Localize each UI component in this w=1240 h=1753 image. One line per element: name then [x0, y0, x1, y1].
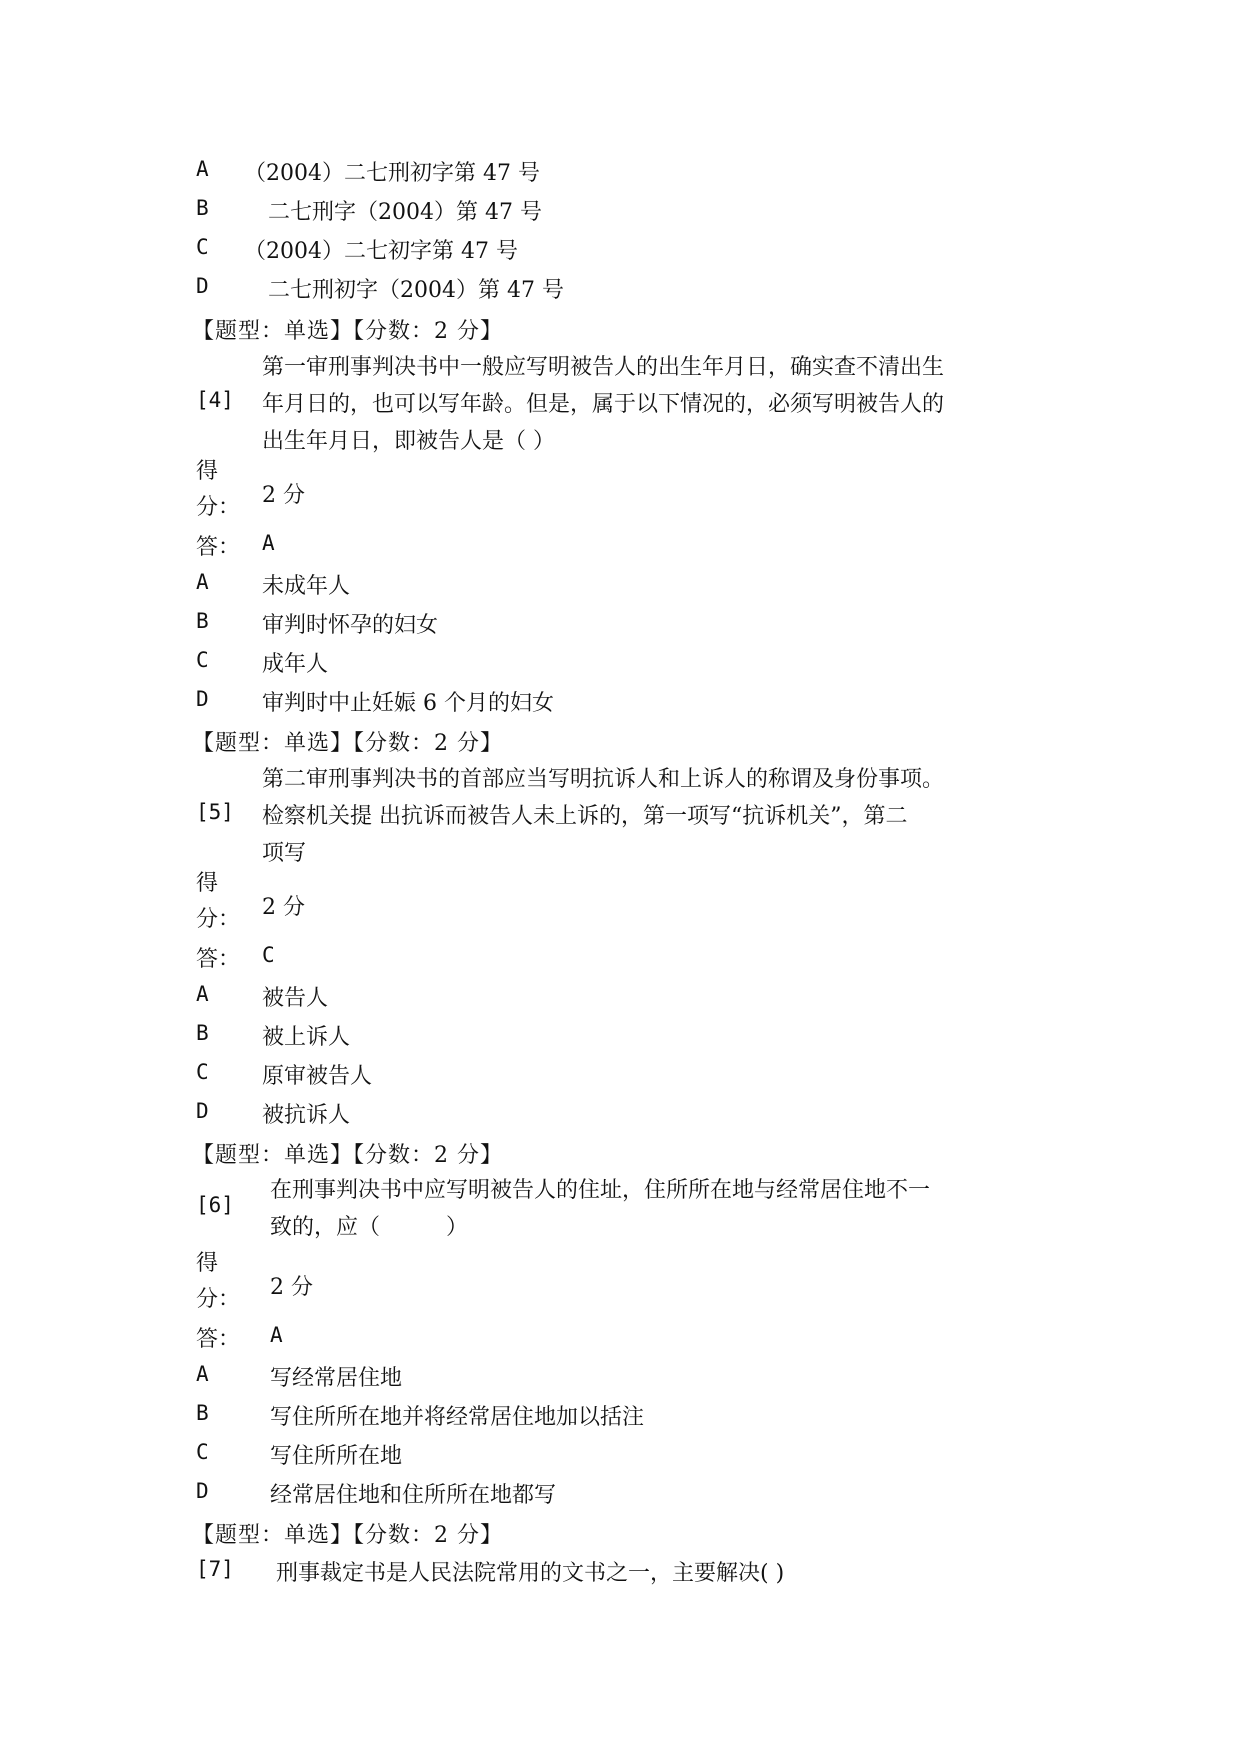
option-text: 未成年人	[262, 574, 351, 599]
option-text: 审判时中止妊娠 6 个月的妇女	[262, 691, 554, 716]
score-label: 得 分：	[196, 871, 241, 932]
option-letter: C	[196, 648, 209, 672]
question-line: 出生年月日，即被告人是（ ）	[262, 429, 555, 454]
question-meta: 【题型：单选】【分数：2 分】	[192, 319, 503, 344]
question-meta: 【题型：单选】【分数：2 分】	[192, 1143, 503, 1168]
option-text: （2004）二七初字第 47 号	[244, 239, 518, 264]
question-line: 检察机关提 出抗诉而被告人未上诉的，第一项写“抗诉机关”，第二	[262, 804, 908, 829]
option-letter: B	[196, 1021, 209, 1045]
question-line: 年月日的，也可以写年龄。但是，属于以下情况的，必须写明被告人的	[262, 392, 945, 417]
answer-value: A	[270, 1323, 283, 1347]
answer-value: A	[262, 531, 275, 555]
option-letter: A	[196, 570, 209, 594]
question-line: 第二审刑事判决书的首部应当写明抗诉人和上诉人的称谓及身份事项。	[262, 767, 945, 792]
answer-value: C	[262, 943, 275, 967]
option-text: 被上诉人	[262, 1025, 351, 1050]
question-number: [7]	[196, 1557, 234, 1581]
question-text	[262, 761, 1042, 872]
score-value: 2 分	[262, 895, 305, 920]
question-line: 项写	[262, 841, 307, 866]
option-letter: C	[196, 1060, 209, 1084]
option-letter: B	[196, 1401, 209, 1425]
question-meta: 【题型：单选】【分数：2 分】	[192, 1523, 503, 1548]
option-letter: C	[196, 235, 209, 259]
question-number: [4]	[196, 388, 234, 412]
option-letter: D	[196, 687, 209, 711]
question-number: [5]	[196, 800, 234, 824]
answer-label: 答：	[196, 947, 241, 972]
option-text: 经常居住地和住所所在地都写	[270, 1483, 557, 1508]
question-text	[262, 349, 1042, 460]
answer-label: 答：	[196, 1327, 241, 1352]
option-text: 被抗诉人	[262, 1103, 351, 1128]
question-line: 在刑事判决书中应写明被告人的住址，住所所在地与经常居住地不一	[270, 1178, 931, 1203]
score-label: 得 分：	[196, 459, 241, 520]
option-letter: D	[196, 1479, 209, 1503]
option-text: 写住所所在地	[270, 1444, 403, 1469]
option-text: 审判时怀孕的妇女	[262, 613, 439, 638]
option-letter: A	[196, 157, 209, 181]
option-text: 写住所所在地并将经常居住地加以括注	[270, 1405, 645, 1430]
question-text	[270, 1172, 1050, 1246]
option-letter: B	[196, 196, 209, 220]
question-line: 第一审刑事判决书中一般应写明被告人的出生年月日，确实查不清出生	[262, 355, 945, 380]
question-text: 刑事裁定书是人民法院常用的文书之一，主要解决( )	[276, 1561, 785, 1586]
option-letter: C	[196, 1440, 209, 1464]
option-letter: B	[196, 609, 209, 633]
option-letter: D	[196, 274, 209, 298]
question-line: 致的，应（ ）	[270, 1215, 469, 1240]
option-text: 原审被告人	[262, 1064, 373, 1089]
option-text: 成年人	[262, 652, 329, 677]
option-text: 二七刑字（2004）第 47 号	[268, 200, 542, 225]
score-label: 得 分：	[196, 1251, 241, 1312]
option-text: 被告人	[262, 986, 329, 1011]
option-text: 二七刑初字（2004）第 47 号	[268, 278, 564, 303]
option-letter: A	[196, 982, 209, 1006]
answer-label: 答：	[196, 535, 241, 560]
score-value: 2 分	[270, 1275, 313, 1300]
option-letter: D	[196, 1099, 209, 1123]
option-text: （2004）二七刑初字第 47 号	[244, 161, 540, 186]
option-text: 写经常居住地	[270, 1366, 403, 1391]
question-number: [6]	[196, 1193, 234, 1217]
option-letter: A	[196, 1362, 209, 1386]
score-value: 2 分	[262, 483, 305, 508]
question-meta: 【题型：单选】【分数：2 分】	[192, 731, 503, 756]
